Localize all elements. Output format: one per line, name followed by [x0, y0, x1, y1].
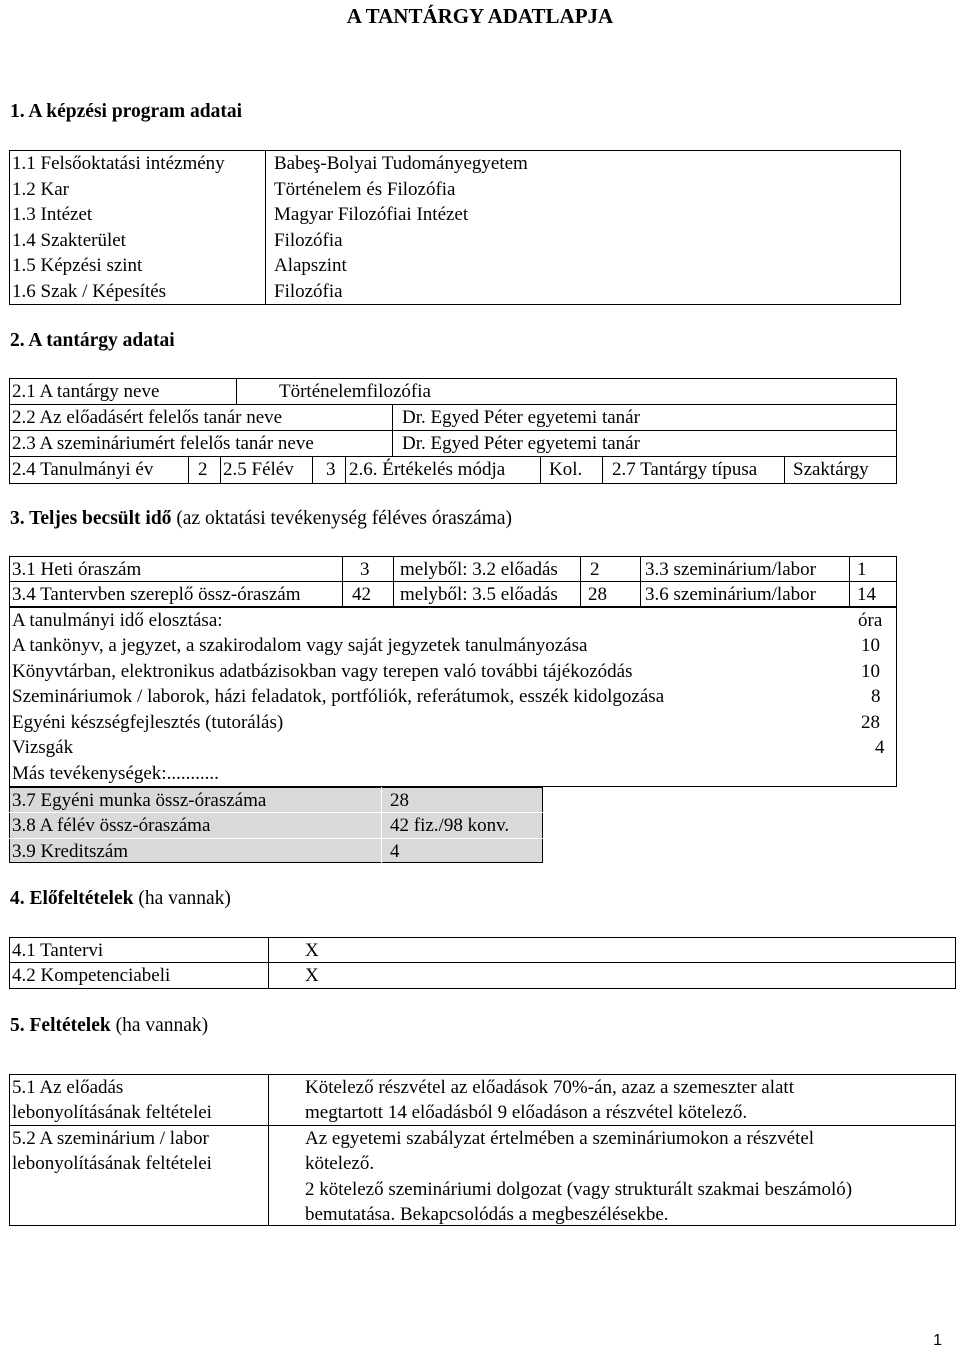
semester-hours-label: 3.8 A félév össz-óraszáma [12, 815, 211, 836]
course-name-value: Történelemfilozófia [279, 381, 431, 402]
credits-label: 3.9 Kreditszám [12, 841, 129, 862]
weekly-hours-label: 3.1 Heti óraszám [12, 559, 142, 580]
program-label: 1.3 Intézet [12, 204, 93, 225]
course-type-label: 2.7 Tantárgy típusa [612, 459, 758, 480]
section-2-heading: 2. A tantárgy adatai [10, 330, 175, 351]
semester-label: 2.5 Félév [223, 459, 294, 480]
program-label: 1.5 Képzési szint [12, 255, 143, 276]
program-value: Filozófia [274, 230, 343, 251]
activity-hours: 8 [871, 686, 881, 707]
lecture-conditions-text: Kötelező részvétel az előadások 70%-án, azaz a szemeszter alatt [305, 1077, 794, 1098]
individual-hours-value: 28 [390, 790, 409, 811]
lecture-conditions-label: lebonyolításának feltételei [12, 1102, 212, 1123]
program-label: 1.2 Kar [12, 179, 69, 200]
course-type-value: Szaktárgy [793, 459, 869, 480]
page-number: 1 [933, 1332, 942, 1349]
total-lecture-value: 28 [588, 584, 607, 605]
seminar-conditions-label: 5.2 A szeminárium / labor [12, 1128, 209, 1149]
total-seminar-label: 3.6 szeminárium/labor [645, 584, 816, 605]
section-4-heading: 4. Előfeltételek (ha vannak) [10, 888, 231, 909]
distribution-unit: óra [858, 610, 883, 631]
activity-hours: 28 [861, 712, 880, 733]
section-1-heading: 1. A képzési program adatai [10, 101, 243, 122]
curricular-prereq-label: 4.1 Tantervi [12, 940, 104, 961]
individual-hours-label: 3.7 Egyéni munka össz-óraszáma [12, 790, 267, 811]
program-value: Filozófia [274, 281, 343, 302]
document-title: A TANTÁRGY ADATLAPJA [346, 4, 614, 28]
evaluation-label: 2.6. Értékelés módja [349, 459, 506, 480]
lecturer-label: 2.2 Az előadásért felelős tanár neve [12, 407, 283, 428]
seminar-conditions-text: 2 kötelező szemináriumi dolgozat (vagy strukturált szakmai beszámoló) [305, 1179, 853, 1200]
total-lecture-label: melyből: 3.5 előadás [400, 584, 558, 605]
total-seminar-value: 14 [857, 584, 876, 605]
weekly-hours-value: 3 [360, 559, 370, 580]
credits-value: 4 [390, 841, 400, 862]
lecture-hours-value: 2 [590, 559, 600, 580]
seminar-conditions-text: bemutatása. Bekapcsolódás a megbeszélésekbe. [305, 1204, 669, 1225]
program-label: 1.4 Szakterület [12, 230, 126, 251]
section-3-heading: 3. Teljes becsült idő (az oktatási tevékenység féléves óraszáma) [10, 508, 512, 529]
program-value: Alapszint [274, 255, 347, 276]
seminar-teacher-label: 2.3 A szemináriumért felelős tanár neve [12, 433, 314, 454]
lecturer-value: Dr. Egyed Péter egyetemi tanár [402, 407, 640, 428]
activity-hours: 10 [861, 661, 880, 682]
program-value: Történelem és Filozófia [274, 179, 456, 200]
program-value: Babeş-Bolyai Tudományegyetem [274, 153, 528, 174]
competence-prereq-value: X [305, 965, 319, 986]
lecture-conditions-label: 5.1 Az előadás [12, 1077, 124, 1098]
activity-label: Egyéni készségfejlesztés (tutorálás) [12, 712, 284, 733]
study-year-label: 2.4 Tanulmányi év [12, 459, 154, 480]
program-label: 1.1 Felsőoktatási intézmény [12, 153, 225, 174]
study-year-value: 2 [198, 459, 208, 480]
seminar-conditions-label: lebonyolításának feltételei [12, 1153, 212, 1174]
seminar-conditions-text: Az egyetemi szabályzat értelmében a szemináriumokon a részvétel [305, 1128, 815, 1149]
curricular-prereq-value: X [305, 940, 319, 961]
total-hours-value: 42 [352, 584, 371, 605]
seminar-hours-label: 3.3 szeminárium/labor [645, 559, 816, 580]
seminar-conditions-text: kötelező. [305, 1153, 375, 1174]
activity-label: Vizsgák [12, 737, 74, 758]
activity-hours: 4 [875, 737, 885, 758]
activity-label: Könyvtárban, elektronikus adatbázisokban vagy terepen való további tájékozódás [12, 661, 633, 682]
activity-label: Más tevékenységek:........... [12, 763, 219, 784]
program-value: Magyar Filozófiai Intézet [274, 204, 469, 225]
evaluation-value: Kol. [549, 459, 583, 480]
lecture-conditions-text: megtartott 14 előadásból 9 előadáson a részvétel kötelező. [305, 1102, 748, 1123]
seminar-teacher-value: Dr. Egyed Péter egyetemi tanár [402, 433, 640, 454]
seminar-hours-value: 1 [857, 559, 867, 580]
semester-value: 3 [326, 459, 336, 480]
semester-hours-value: 42 fiz./98 konv. [390, 815, 510, 836]
course-name-label: 2.1 A tantárgy neve [12, 381, 160, 402]
section-5-heading: 5. Feltételek (ha vannak) [10, 1015, 209, 1036]
lecture-hours-label: melyből: 3.2 előadás [400, 559, 558, 580]
activity-label: Szemináriumok / laborok, házi feladatok, portfóliók, referátumok, esszék kidolgozása [12, 686, 665, 707]
activity-label: A tankönyv, a jegyzet, a szakirodalom vagy saját jegyzetek tanulmányozása [12, 635, 588, 656]
total-hours-label: 3.4 Tantervben szereplő össz-óraszám [12, 584, 301, 605]
distribution-label: A tanulmányi idő elosztása: [12, 610, 223, 631]
program-label: 1.6 Szak / Képesítés [12, 281, 167, 302]
activity-hours: 10 [861, 635, 880, 656]
competence-prereq-label: 4.2 Kompetenciabeli [12, 965, 171, 986]
